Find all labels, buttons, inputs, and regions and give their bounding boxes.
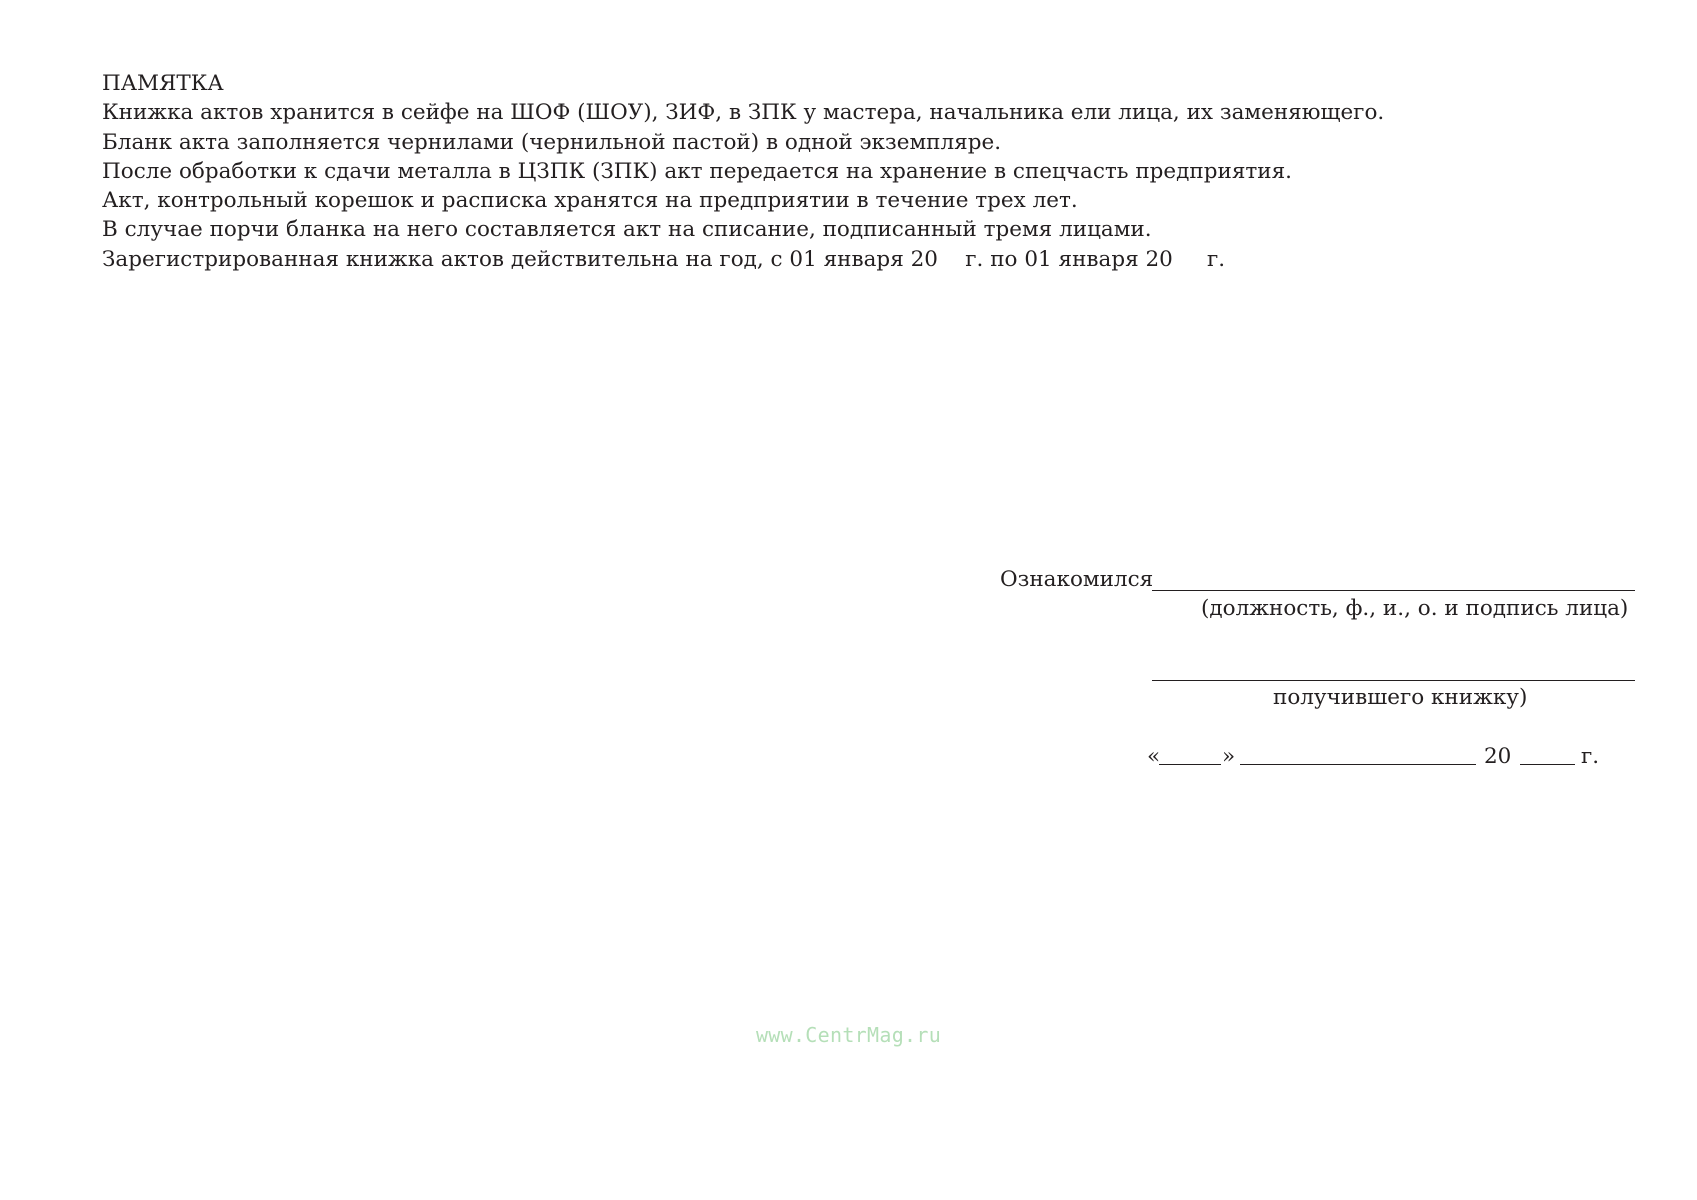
signature-line-1 — [1152, 590, 1635, 591]
date-year-prefix: 20 — [1484, 744, 1512, 769]
memo-line: Акт, контрольный корешок и расписка хранятся на предприятии в течение трех лет. — [102, 188, 1078, 214]
signature-line-2 — [1152, 680, 1635, 681]
acknowledged-label: Ознакомился — [1000, 567, 1154, 592]
date-open-quote: « — [1147, 744, 1161, 769]
signature-caption-receiver: получившего книжку) — [1273, 685, 1528, 710]
date-year-line — [1520, 764, 1575, 765]
watermark-url: www.CentrMag.ru — [755, 1023, 942, 1047]
memo-line: Бланк акта заполняется чернилами (чернильной пастой) в одной экземпляре. — [102, 129, 1002, 155]
date-month-line — [1240, 764, 1476, 765]
date-close-quote: » — [1222, 744, 1236, 769]
memo-line: В случае порчи бланка на него составляется акт на списание, подписанный тремя лицами. — [102, 217, 1152, 243]
signature-caption-position-name: (должность, ф., и., о. и подпись лица) — [1201, 596, 1629, 621]
memo-line: После обработки к сдачи металла в ЦЗПК (ЗПК) акт передается на хранение в спецчасть предприятия. — [102, 158, 1293, 184]
memo-line: Зарегистрированная книжка актов действительна на год, с 01 января 20 г. по 01 января 20 г. — [102, 246, 1226, 272]
memo-block — [102, 69, 1502, 274]
date-day-line — [1159, 764, 1221, 765]
memo-heading: ПАМЯТКА — [102, 71, 224, 96]
memo-line: Книжка актов хранится в сейфе на ШОФ (ШОУ), ЗИФ, в ЗПК у мастера, начальника ели лица, их заменяющего. — [102, 100, 1385, 126]
date-year-suffix: г. — [1581, 744, 1600, 769]
